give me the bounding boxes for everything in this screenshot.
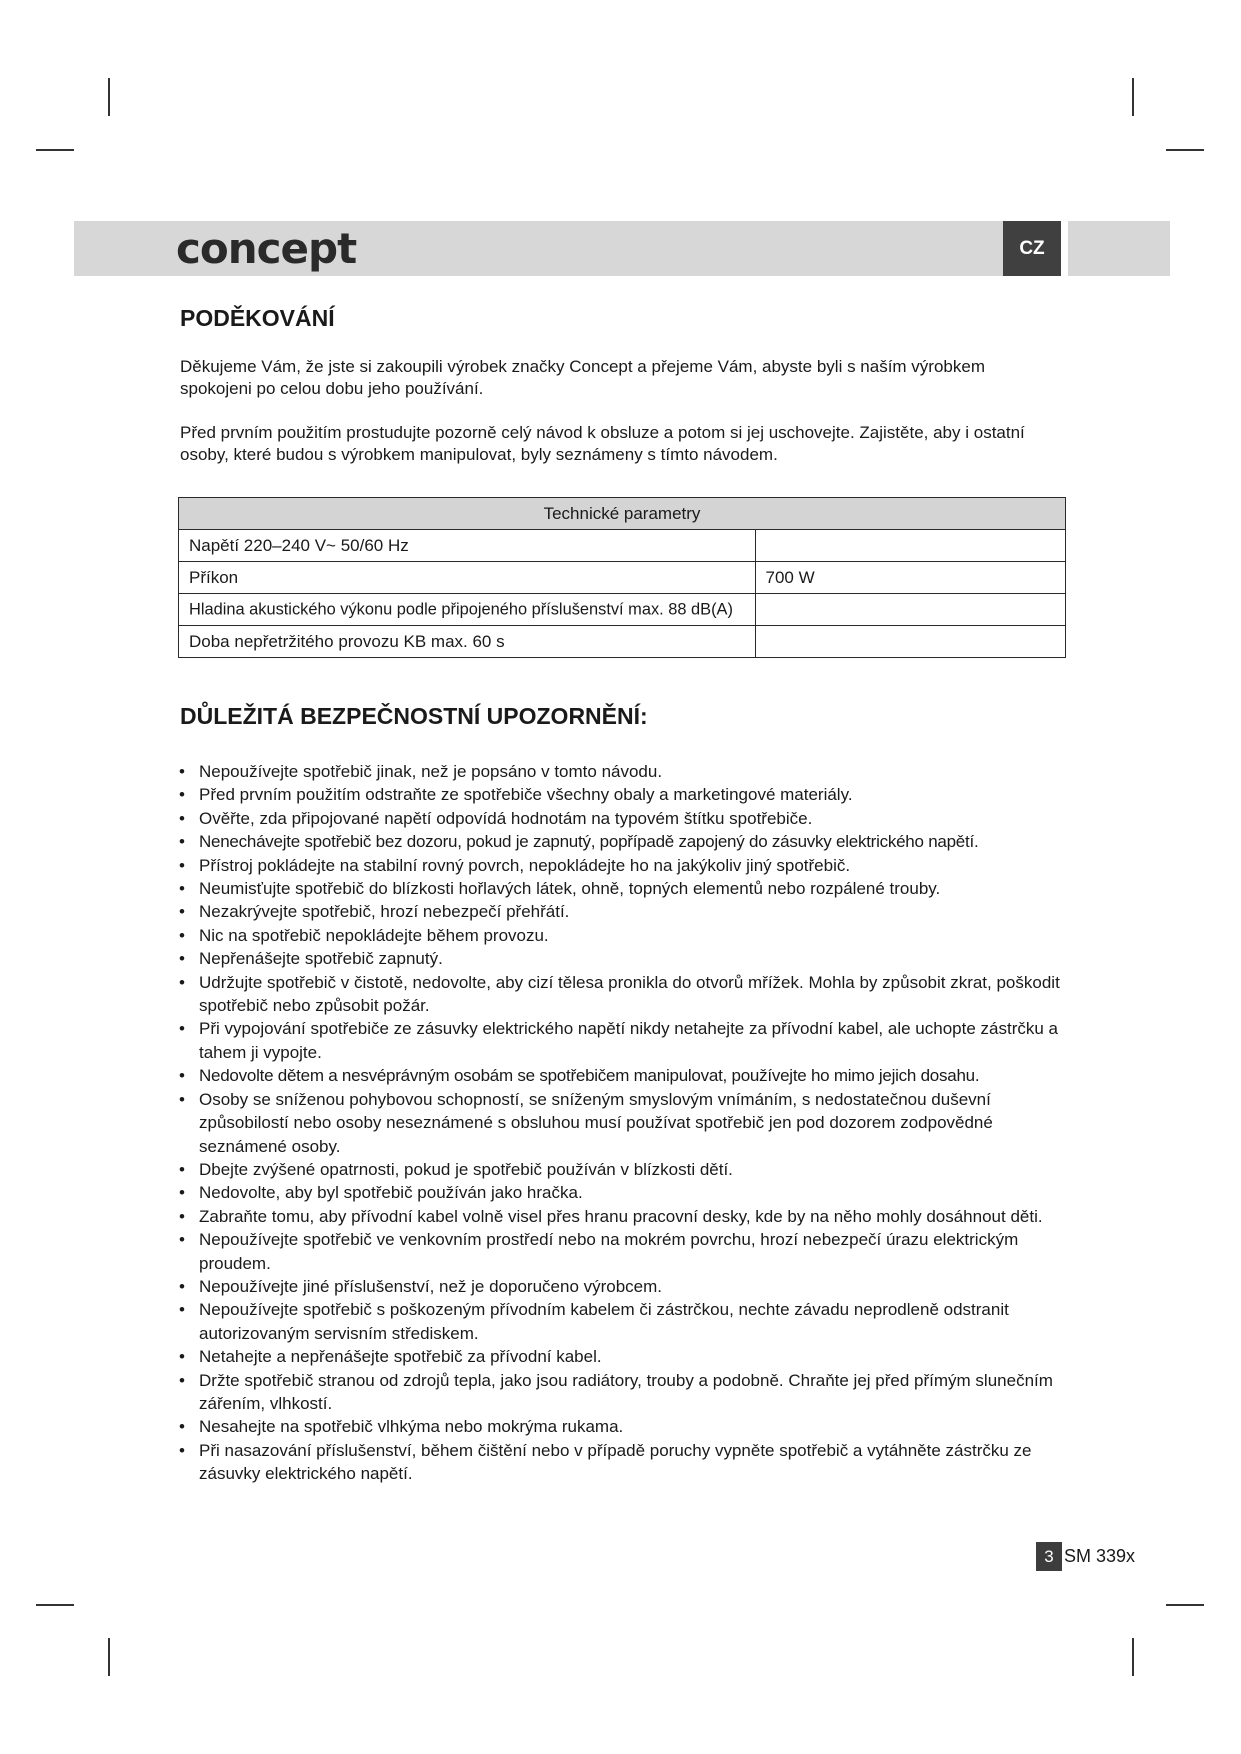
technical-parameters-table [178, 497, 1066, 658]
list-item: • Udržujte spotřebič v čistotě, nedovolte, aby cizí tělesa pronikla do otvorů mřížek. Mohla by způsobit zkrat, poškodit spotřebič nebo způsobit požár. [179, 972, 1060, 1016]
list-item: • Nepoužívejte spotřebič s poškozeným přívodním kabelem či zástrčkou, nechte závadu neprodleně odstranit autorizovaným servisním střediskem. [179, 1300, 1009, 1343]
list-item-text: Při vypojování spotřebiče ze zásuvky elektrického napětí nikdy netahejte za přívodní kabel, ale uchopte zástrčku a tahem ji vypojte. [199, 1019, 1058, 1062]
brand-logo: concept [176, 224, 357, 273]
spec-label: Příkon [179, 562, 756, 594]
table-row [179, 626, 1066, 658]
list-item: • Nedovolte, aby byl spotřebič používán jako hračka. [179, 1183, 583, 1203]
list-item-text: Při nasazování příslušenství, během čištění nebo v případě poruchy vypněte spotřebič a vytáhněte zástrčku ze zásuvky elektrického napětí. [199, 1440, 1032, 1484]
page-footer [1036, 1542, 1135, 1571]
list-item-text: Nic na spotřebič nepokládejte během provozu. [199, 925, 549, 945]
crop-mark [1132, 1638, 1134, 1676]
list-item-text: Netahejte a nepřenášejte spotřebič za přívodní kabel. [199, 1347, 602, 1367]
page-number: 3 [1036, 1542, 1062, 1571]
spec-value [755, 594, 1066, 626]
crop-mark [1132, 78, 1134, 116]
crop-mark [1166, 1604, 1204, 1606]
list-item-text: Držte spotřebič stranou od zdrojů tepla, jako jsou radiátory, trouby a podobně. Chraňte jej před přímým slunečním zářením, vlhkostí. [199, 1370, 1053, 1413]
list-item-text: Nepoužívejte jiné příslušenství, než je doporučeno výrobcem. [199, 1276, 663, 1296]
table-row [179, 594, 1066, 626]
list-item: • Osoby se sníženou pohybovou schopností, se sníženým smyslovým vnímáním, s nedostatečnou duševní způsobilostí nebo osoby neseznámené s obsluhou musí používat spotřebič jen pod dozorem zodpovědné seznámené osoby. [179, 1089, 993, 1156]
list-item: • Dbejte zvýšené opatrnosti, pokud je spotřebič používán v blízkosti dětí. [179, 1159, 733, 1179]
table-row [179, 530, 1066, 562]
list-item: • Nesahejte na spotřebič vlhkýma nebo mokrýma rukama. [179, 1417, 624, 1437]
list-item: • Nic na spotřebič nepokládejte během provozu. [179, 925, 549, 945]
instructions-paragraph: Před prvním použitím prostudujte pozorně celý návod k obsluze a potom si jej uschovejte. Zajistěte, aby i ostatní osoby, které budou s výrobkem manipulovat, byly seznámeny s tímto návodem. [180, 423, 1025, 464]
list-item-text: Ověřte, zda připojované napětí odpovídá hodnotám na typovém štítku spotřebiče. [199, 808, 813, 828]
section-title-thanks: PODĚKOVÁNÍ [180, 305, 335, 331]
language-badge: CZ [1003, 221, 1061, 276]
list-item-text: Nepoužívejte spotřebič jinak, než je popsáno v tomto návodu. [199, 762, 663, 781]
header-divider [1061, 221, 1068, 276]
list-item: • Nepoužívejte jiné příslušenství, než je doporučeno výrobcem. [179, 1276, 663, 1296]
crop-mark [1166, 149, 1204, 151]
list-item: • Nepoužívejte spotřebič jinak, než je popsáno v tomto návodu. [179, 762, 663, 781]
list-item: • Nedovolte dětem a nesvéprávným osobám se spotřebičem manipulovat, používejte ho mimo jejich dosahu. [179, 1066, 980, 1086]
list-item: • Neumisťujte spotřebič do blízkosti hořlavých látek, ohně, topných elementů nebo rozpálené trouby. [179, 879, 941, 899]
list-item-text: Dbejte zvýšené opatrnosti, pokud je spotřebič používán v blízkosti dětí. [199, 1159, 733, 1179]
table-row [179, 562, 1066, 594]
list-item: • Přístroj pokládejte na stabilní rovný povrch, nepokládejte ho na jakýkoliv jiný spotřebič. [179, 855, 851, 875]
list-item: • Před prvním použitím odstraňte ze spotřebiče všechny obaly a marketingové materiály. [179, 785, 853, 805]
list-item-text: Před prvním použitím odstraňte ze spotřebiče všechny obaly a marketingové materiály. [199, 785, 853, 805]
safety-warnings-list [179, 760, 1079, 1486]
list-item: • Při nasazování příslušenství, během čištění nebo v případě poruchy vypněte spotřebič a vytáhněte zástrčku ze zásuvky elektrického napětí. [179, 1440, 1032, 1484]
list-item-text: Nepoužívejte spotřebič ve venkovním prostředí nebo na mokrém povrchu, hrozí nebezpečí úrazu elektrickým proudem. [199, 1230, 1019, 1273]
list-item: • Zabraňte tomu, aby přívodní kabel volně visel přes hranu pracovní desky, kde by na něho mohly dosáhnout děti. [179, 1206, 1043, 1226]
list-item-text: Nesahejte na spotřebič vlhkýma nebo mokrýma rukama. [199, 1417, 624, 1437]
spec-value: 700 W [755, 562, 1066, 594]
list-item: • Při vypojování spotřebiče ze zásuvky elektrického napětí nikdy netahejte za přívodní kabel, ale uchopte zástrčku a tahem ji vypojte. [179, 1019, 1058, 1062]
crop-mark [108, 1638, 110, 1676]
table-header: Technické parametry [179, 498, 1066, 530]
crop-mark [36, 149, 74, 151]
list-item-text: Nedovolte dětem a nesvéprávným osobám se spotřebičem manipulovat, používejte ho mimo jejich dosahu. [199, 1066, 980, 1086]
spec-label: Hladina akustického výkonu podle připojeného příslušenství max. 88 dB(A) [189, 600, 733, 618]
spec-value [755, 626, 1066, 658]
list-item: • Nezakrývejte spotřebič, hrozí nebezpečí přehřátí. [179, 902, 570, 922]
list-item-text: Udržujte spotřebič v čistotě, nedovolte, aby cizí tělesa pronikla do otvorů mřížek. Mohla by způsobit zkrat, poškodit spotřebič nebo způsobit požár. [199, 972, 1060, 1016]
spec-label: Doba nepřetržitého provozu KB max. 60 s [179, 626, 756, 658]
list-item: • Nepoužívejte spotřebič ve venkovním prostředí nebo na mokrém povrchu, hrozí nebezpečí úrazu elektrickým proudem. [179, 1230, 1019, 1273]
list-item-text: Neumisťujte spotřebič do blízkosti hořlavých látek, ohně, topných elementů nebo rozpálené trouby. [199, 879, 941, 899]
list-item: • Ověřte, zda připojované napětí odpovídá hodnotám na typovém štítku spotřebiče. [179, 808, 813, 828]
list-item: • Netahejte a nepřenášejte spotřebič za přívodní kabel. [179, 1347, 602, 1367]
list-item-text: Nedovolte, aby byl spotřebič používán jako hračka. [199, 1183, 583, 1203]
spec-value [755, 530, 1066, 562]
list-item-text: Přístroj pokládejte na stabilní rovný povrch, nepokládejte ho na jakýkoliv jiný spotřebič. [199, 855, 851, 875]
list-item-text: Osoby se sníženou pohybovou schopností, se sníženým smyslovým vnímáním, s nedostatečnou duševní způsobilostí nebo osoby neseznámené s obsluhou musí používat spotřebič jen pod dozorem zodpovědné seznámené osoby. [199, 1089, 993, 1156]
intro-paragraph: Děkujeme Vám, že jste si zakoupili výrobek značky Concept a přejeme Vám, abyste byli s naším výrobkem spokojeni po celou dobu jeho používání. [180, 357, 985, 398]
list-item-text: Nepoužívejte spotřebič s poškozeným přívodním kabelem či zástrčkou, nechte závadu neprodleně odstranit autorizovaným servisním střediskem. [199, 1300, 1009, 1343]
spec-label-cell [179, 594, 756, 626]
crop-mark [108, 78, 110, 116]
list-item-text: Nepřenášejte spotřebič zapnutý. [199, 949, 443, 969]
model-number: SM 339x [1064, 1546, 1136, 1566]
section-title-safety: DŮLEŽITÁ BEZPEČNOSTNÍ UPOZORNĚNÍ: [180, 703, 648, 729]
list-item-text: Nezakrývejte spotřebič, hrozí nebezpečí přehřátí. [199, 902, 570, 922]
list-item: • Nenechávejte spotřebič bez dozoru, pokud je zapnutý, popřípadě zapojený do zásuvky elektrického napětí. [179, 832, 979, 852]
list-item: • Nepřenášejte spotřebič zapnutý. [179, 949, 443, 969]
crop-mark [36, 1604, 74, 1606]
list-item-text: Nenechávejte spotřebič bez dozoru, pokud je zapnutý, popřípadě zapojený do zásuvky elektrického napětí. [199, 832, 979, 852]
spec-label: Napětí 220–240 V~ 50/60 Hz [179, 530, 756, 562]
list-item-text: Zabraňte tomu, aby přívodní kabel volně visel přes hranu pracovní desky, kde by na něho mohly dosáhnout děti. [199, 1206, 1043, 1226]
list-item: • Držte spotřebič stranou od zdrojů tepla, jako jsou radiátory, trouby a podobně. Chraňte jej před přímým slunečním zářením, vlhkostí. [179, 1370, 1053, 1413]
